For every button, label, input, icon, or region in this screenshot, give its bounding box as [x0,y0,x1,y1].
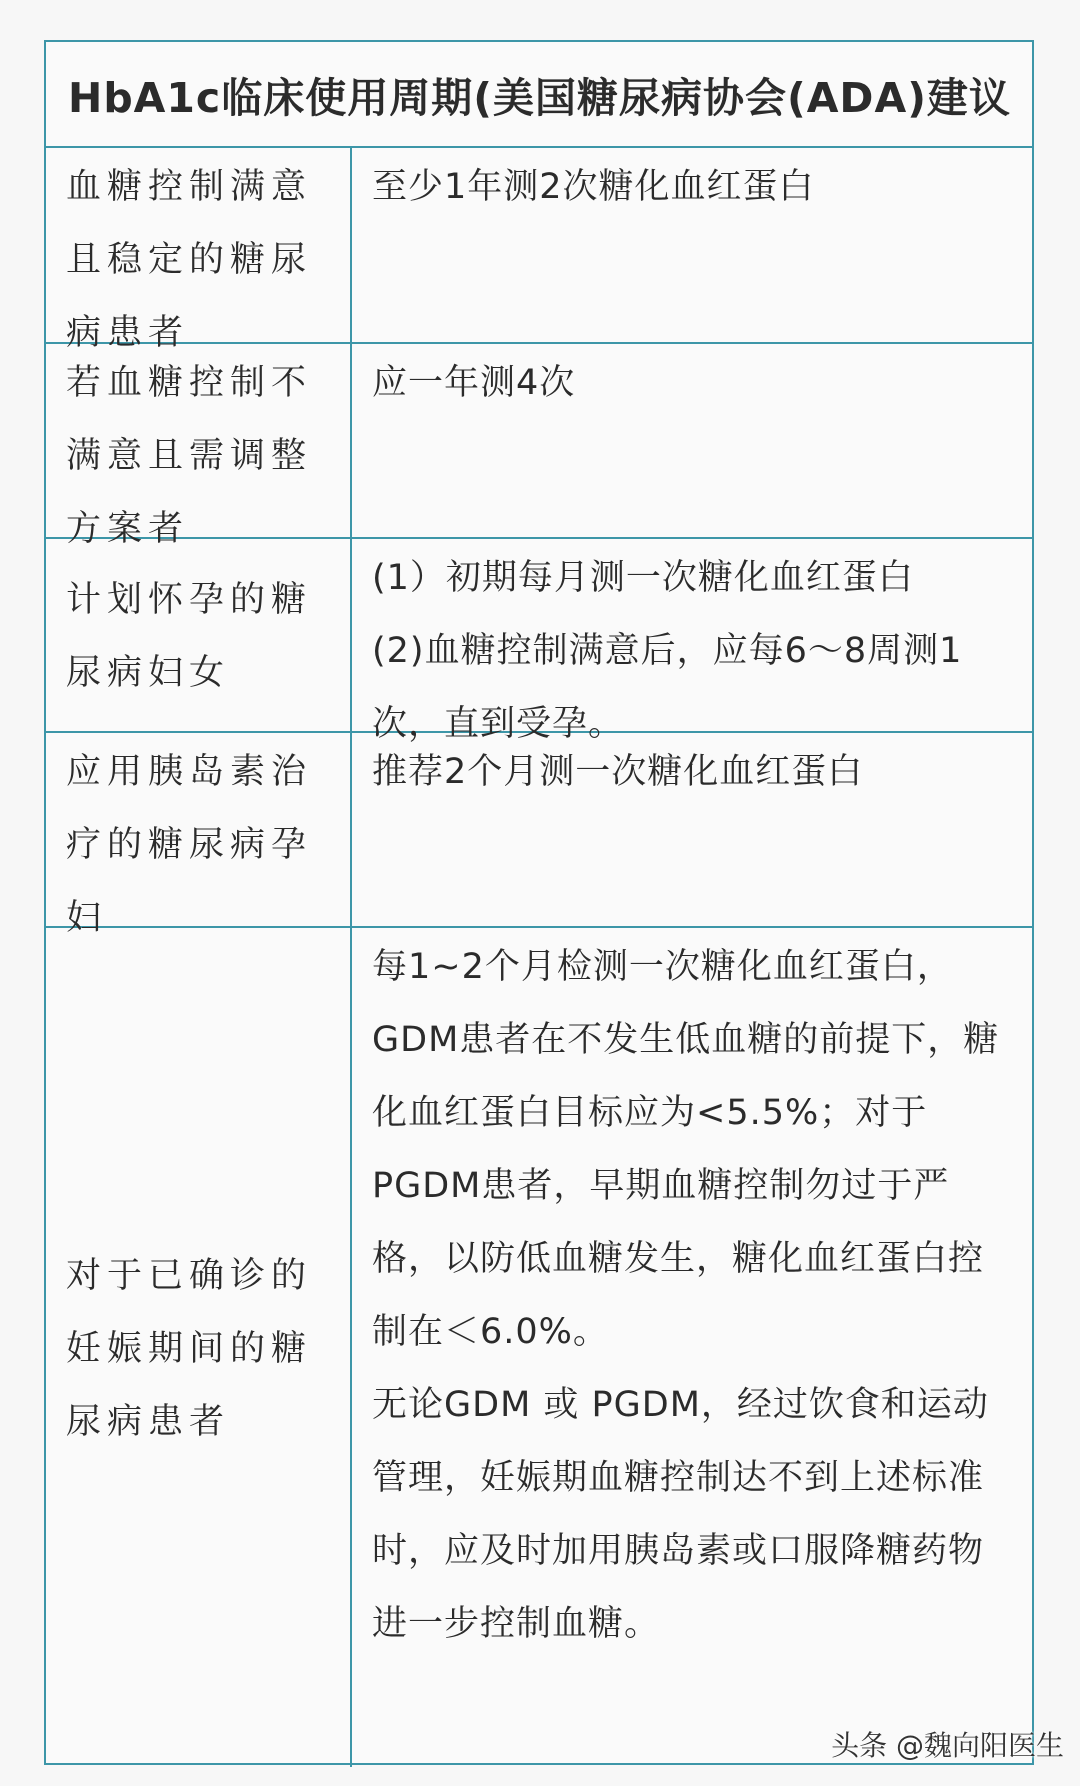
watermark: 头条 @魏向阳医生 [831,1729,1064,1762]
row-group-label: 应用胰岛素治疗的糖尿病孕妇 [46,733,352,926]
row-group-label: 计划怀孕的糖尿病妇女 [46,539,352,731]
table-row [46,344,1032,549]
table-row [46,148,1032,353]
row-recommendation [352,344,1032,537]
recommendation-line: 至少1年测2次糖化血红蛋白 [372,167,815,207]
recommendation-line: 每1~2个月检测一次糖化血红蛋白，GDM患者在不发生低血糖的前提下，糖化血红蛋白目标应为<5.5%；对于PGDM患者，早期血糖控制勿过于严格，以防低血糖发生，糖化血红蛋白控制在＜6.0%。 [372,947,1000,1352]
table-row [46,733,1032,938]
row-recommendation [352,539,1032,744]
hba1c-table [44,40,1034,1765]
table-row [46,539,1032,744]
row-group-label: 对于已确诊的妊娠期间的糖尿病患者 [46,928,352,1767]
recommendation-line: (2)血糖控制满意后，应每6～8周测1次，直到受孕。 [372,631,963,744]
recommendation-line: (1）初期每月测一次糖化血红蛋白 [372,558,914,598]
recommendation-line: 推荐2个月测一次糖化血红蛋白 [372,752,864,792]
row-recommendation [352,148,1032,342]
row-recommendation [352,928,1032,1767]
row-group-label: 血糖控制满意且稳定的糖尿病患者 [46,148,352,342]
recommendation-line: 应一年测4次 [372,363,576,403]
table-title: HbA1c临床使用周期(美国糖尿病协会(ADA)建议 [46,42,1032,148]
table-row [46,928,1032,1767]
recommendation-line: 无论GDM 或 PGDM，经过饮食和运动管理，妊娠期血糖控制达不到上述标准时，应及时加用胰岛素或口服降糖药物进一步控制血糖。 [372,1385,989,1644]
row-group-label: 若血糖控制不满意且需调整方案者 [46,344,352,537]
row-recommendation [352,733,1032,926]
